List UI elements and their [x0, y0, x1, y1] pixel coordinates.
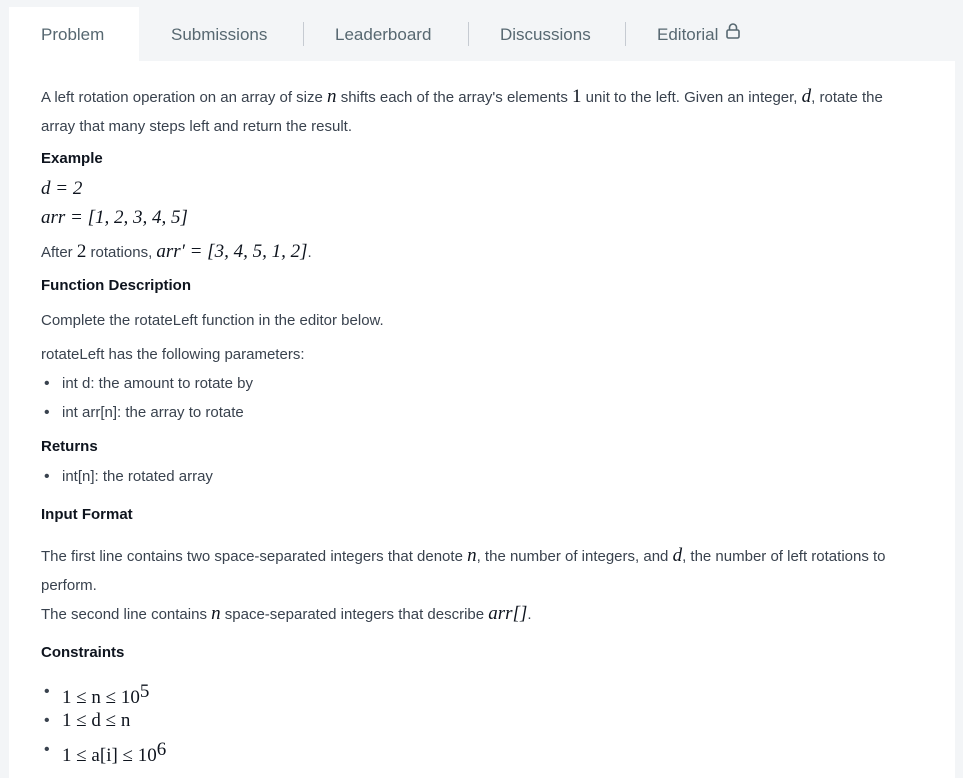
tab-submissions[interactable]: Submissions: [171, 25, 268, 44]
example-d: [41, 174, 915, 204]
tab-divider: [468, 22, 469, 46]
math-n: n: [327, 86, 337, 107]
tab-bar: [9, 7, 955, 61]
example-arr: [41, 203, 915, 233]
math-d-value: d = 2: [41, 178, 83, 199]
list-item: • int arr[n]: the array to rotate: [41, 403, 244, 423]
math-rotations: 2: [76, 241, 87, 262]
function-description-line1: Complete the rotateLeft function in the editor below.: [41, 312, 384, 329]
input-format-heading: Input Format: [41, 506, 133, 523]
problem-statement: [9, 61, 955, 778]
lock-icon: [726, 6, 740, 62]
constraints-heading: Constraints: [41, 644, 125, 661]
constraint-exponent: 6: [156, 739, 167, 760]
constraint-a: 1 ≤ a[i] ≤ 10: [62, 745, 157, 766]
example-result: [41, 237, 915, 267]
input-format-text: , the number of left rotations to perform.: [41, 548, 886, 594]
math-arr: arr[]: [488, 603, 528, 624]
constraint-exponent: 5: [139, 681, 150, 702]
input-format-text: , the number of integers, and: [476, 548, 669, 565]
math-n: n: [211, 603, 221, 624]
problem-intro: [41, 82, 915, 141]
tab-editorial-label: Editorial: [657, 25, 719, 44]
tab-editorial[interactable]: [657, 7, 740, 61]
example-text: rotations,: [90, 244, 153, 261]
input-format-text: The first line contains two space-separated integers that denote: [41, 548, 463, 565]
input-format-text: space-separated integers that describe: [224, 606, 485, 623]
intro-text: , rotate the array that many steps left and return the result.: [41, 89, 883, 135]
function-description-heading: Function Description: [41, 277, 191, 294]
input-format-line1: [41, 541, 915, 600]
example-text: After: [41, 244, 73, 261]
constraint-n: 1 ≤ n ≤ 10: [62, 687, 140, 708]
function-description-line2: rotateLeft has the following parameters:: [41, 346, 305, 363]
example-heading: Example: [41, 150, 103, 167]
input-format-text: .: [527, 606, 532, 623]
intro-text: shifts each of the array's elements: [340, 89, 568, 106]
math-n: n: [467, 545, 477, 566]
list-item: [41, 740, 166, 767]
list-item: [41, 711, 130, 732]
tab-divider: [625, 22, 626, 46]
tab-divider: [303, 22, 304, 46]
list-item: [41, 682, 149, 709]
tab-problem[interactable]: Problem: [9, 7, 139, 61]
returns-heading: Returns: [41, 438, 98, 455]
math-d: d: [801, 86, 812, 107]
example-text: .: [307, 244, 312, 261]
intro-text: unit to the left. Given an integer,: [585, 89, 798, 106]
input-format-text: The second line contains: [41, 606, 207, 623]
math-one: 1: [572, 86, 582, 107]
constraint-d: 1 ≤ d ≤ n: [62, 710, 131, 731]
tab-leaderboard[interactable]: Leaderboard: [335, 25, 432, 44]
input-format-line2: [41, 599, 915, 629]
intro-text: A left rotation operation on an array of size: [41, 89, 323, 106]
math-arr-value: arr = [1, 2, 3, 4, 5]: [41, 207, 188, 228]
list-item: • int[n]: the rotated array: [41, 467, 213, 487]
math-arr-result: arr′ = [3, 4, 5, 1, 2]: [156, 241, 308, 262]
list-item: • int d: the amount to rotate by: [41, 374, 253, 394]
tab-discussions[interactable]: Discussions: [500, 25, 591, 44]
math-d: d: [672, 545, 683, 566]
